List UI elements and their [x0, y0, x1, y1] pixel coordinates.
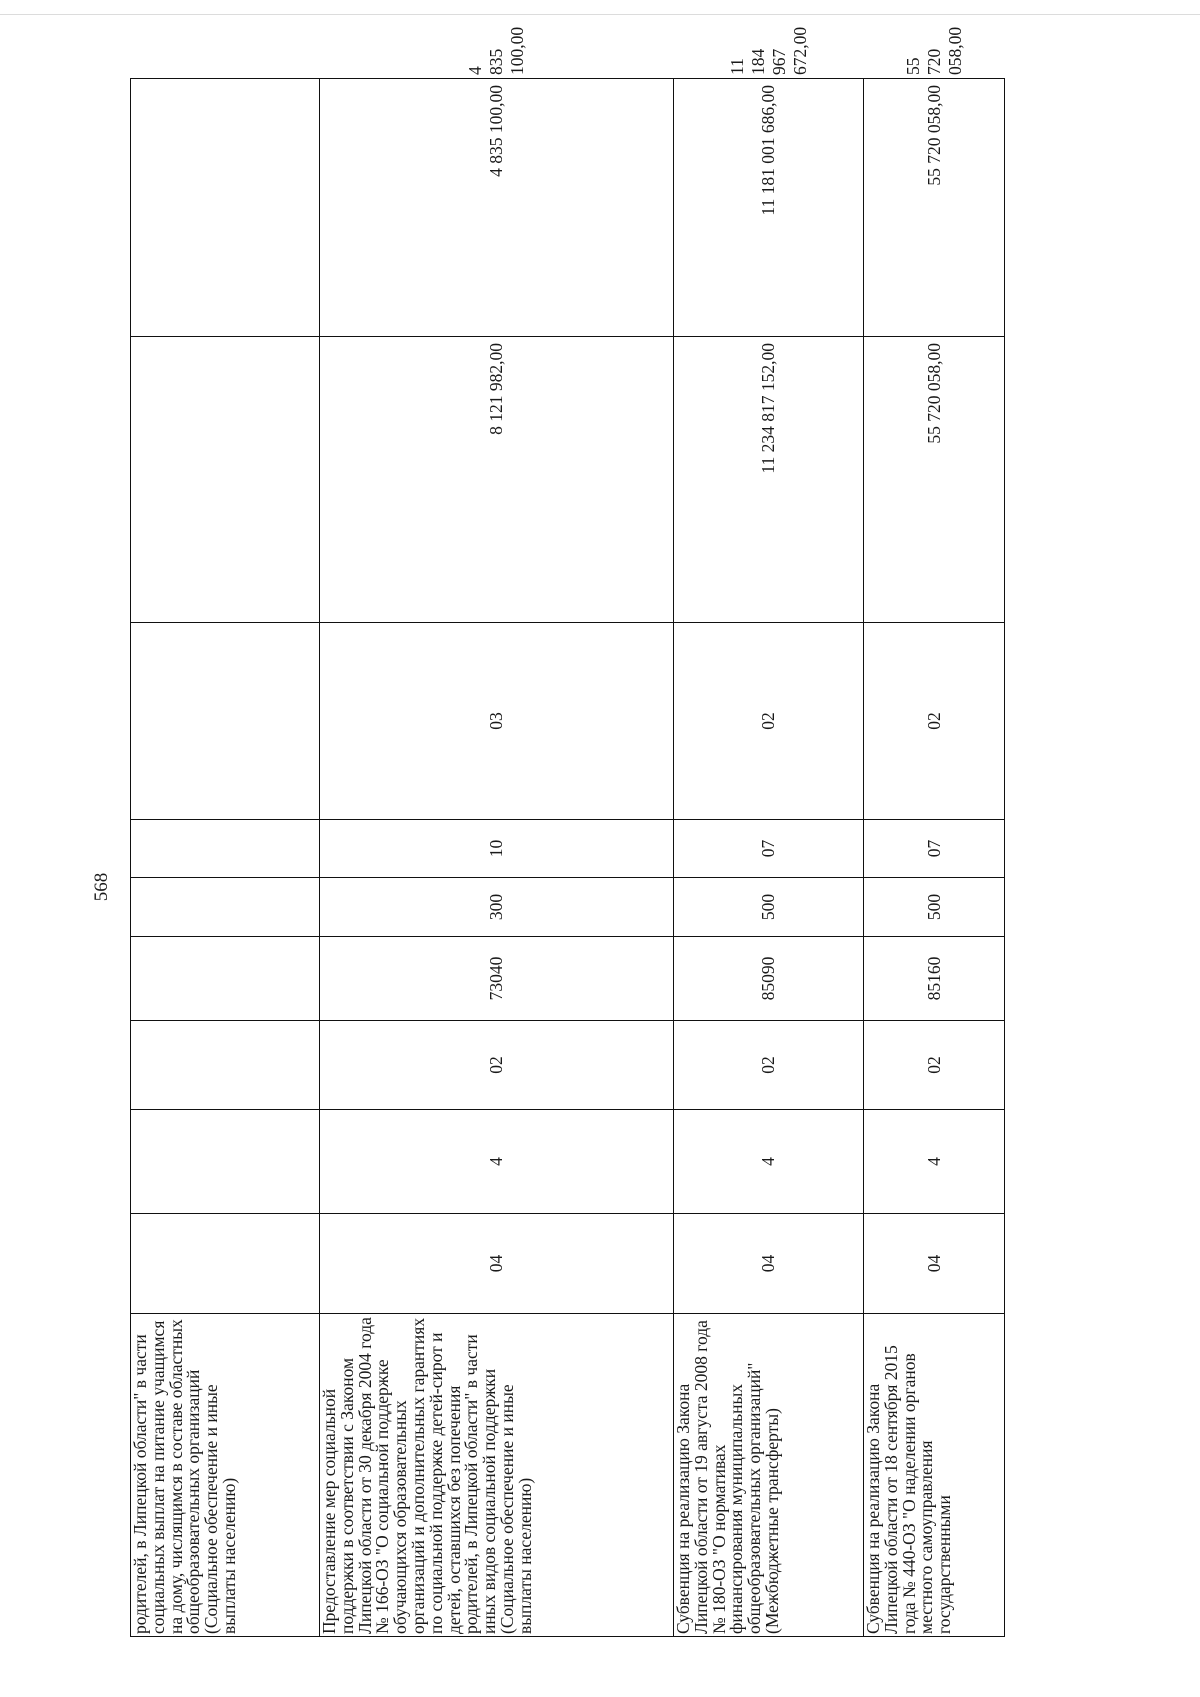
code-cell — [131, 623, 320, 820]
table-row — [131, 79, 320, 1637]
code-cell: 02 — [674, 623, 864, 820]
code-cell: 02 — [864, 623, 1005, 820]
code-cell: 73040 — [320, 937, 674, 1021]
code-cell: 07 — [674, 820, 864, 878]
code-cell — [131, 878, 320, 937]
code-cell: 10 — [320, 820, 674, 878]
row-description: Предоставление мер социальной поддержки в соответствии с Законом Липецкой области от 30 декабря 2004 года № 166-ОЗ "О социальной поддержке обучающихся образовательных организаций и дополнительных гарантиях по социальной поддержке детей-сирот и детей, оставшихся без попечения родителей, в Липецкой области" в части иных видов социальной поддержки (Социальное обеспечение и иные выплаты населению) — [320, 1314, 674, 1637]
amount-cell: 11 234 817 152,00 — [674, 337, 864, 623]
code-cell: 85090 — [674, 937, 864, 1021]
amount-cell: 8 121 982,00 — [320, 337, 674, 623]
budget-table-rotated — [130, 26, 1004, 1637]
code-cell — [131, 937, 320, 1021]
amount-cell: 55 720 058,00 — [864, 337, 1005, 623]
code-cell: 04 — [320, 1214, 674, 1314]
amount-cell: 4 835 100,00 — [320, 79, 674, 337]
budget-table — [130, 26, 1005, 1637]
table-row: Предоставление мер социальной поддержки в соответствии с Законом Липецкой области от 30 декабря 2004 года № 166-ОЗ "О социальной поддержке обучающихся образовательных организаций и дополнительных гарантиях по социальной поддержке детей-сирот и детей, оставшихся без попечения родителей, в Липецкой области" в части иных видов социальной поддержки (Социальное обеспечение и иные выплаты населению) 04 4 02 73040 300 10 03 8 121 982,00 4 835 100,00 4 835 100,00 — [320, 79, 674, 1637]
amount-cell — [131, 79, 320, 337]
scan-top-edge — [0, 14, 1200, 15]
code-cell — [131, 820, 320, 878]
row-description: родителей, в Липецкой области" в части социальных выплат на питание учащимся на дому, числящимся в составе областных общеобразовательных организаций (Социальное обеспечение и иные выплаты населению) — [131, 1314, 320, 1637]
amount-cell — [131, 337, 320, 623]
code-cell: 04 — [864, 1214, 1005, 1314]
code-cell: 4 — [864, 1110, 1005, 1214]
code-cell: 500 — [674, 878, 864, 937]
code-cell: 07 — [864, 820, 1005, 878]
code-cell: 4 — [674, 1110, 864, 1214]
code-cell — [131, 1214, 320, 1314]
code-cell: 02 — [674, 1021, 864, 1110]
amount-cell: 11 181 001 686,00 — [674, 79, 864, 337]
page-number: 568 — [91, 872, 112, 902]
code-cell: 300 — [320, 878, 674, 937]
code-cell: 04 — [674, 1214, 864, 1314]
code-cell: 500 — [864, 878, 1005, 937]
row-description: Субвенция на реализацию Закона Липецкой области от 19 августа 2008 года № 180-ОЗ "О нормативах финансирования муниципальных общеобразовательных организаций" (Межбюджетные трансферты) — [674, 1314, 864, 1637]
code-cell: 4 — [320, 1110, 674, 1214]
code-cell — [131, 1110, 320, 1214]
code-cell: 02 — [864, 1021, 1005, 1110]
code-cell: 02 — [320, 1021, 674, 1110]
table-row: Субвенция на реализацию Закона Липецкой области от 19 августа 2008 года № 180-ОЗ "О нормативах финансирования муниципальных общеобразовательных организаций" (Межбюджетные трансферты) 04 4 02 85090 500 07 02 11 234 817 152,00 11 181 001 686,00 11 184 967 672,00 — [674, 79, 864, 1637]
code-cell — [131, 1021, 320, 1110]
table-row: Субвенция на реализацию Закона Липецкой области от 18 сентября 2015 года № 440-ОЗ "О наделении органов местного самоуправления государственными 04 4 02 85160 500 07 02 55 720 058,00 55 720 058,00 55 720 058,00 — [864, 79, 1005, 1637]
amount-cell: 55 720 058,00 — [864, 79, 1005, 337]
code-cell: 85160 — [864, 937, 1005, 1021]
row-description: Субвенция на реализацию Закона Липецкой области от 18 сентября 2015 года № 440-ОЗ "О наделении органов местного самоуправления государственными — [864, 1314, 1005, 1637]
code-cell: 03 — [320, 623, 674, 820]
